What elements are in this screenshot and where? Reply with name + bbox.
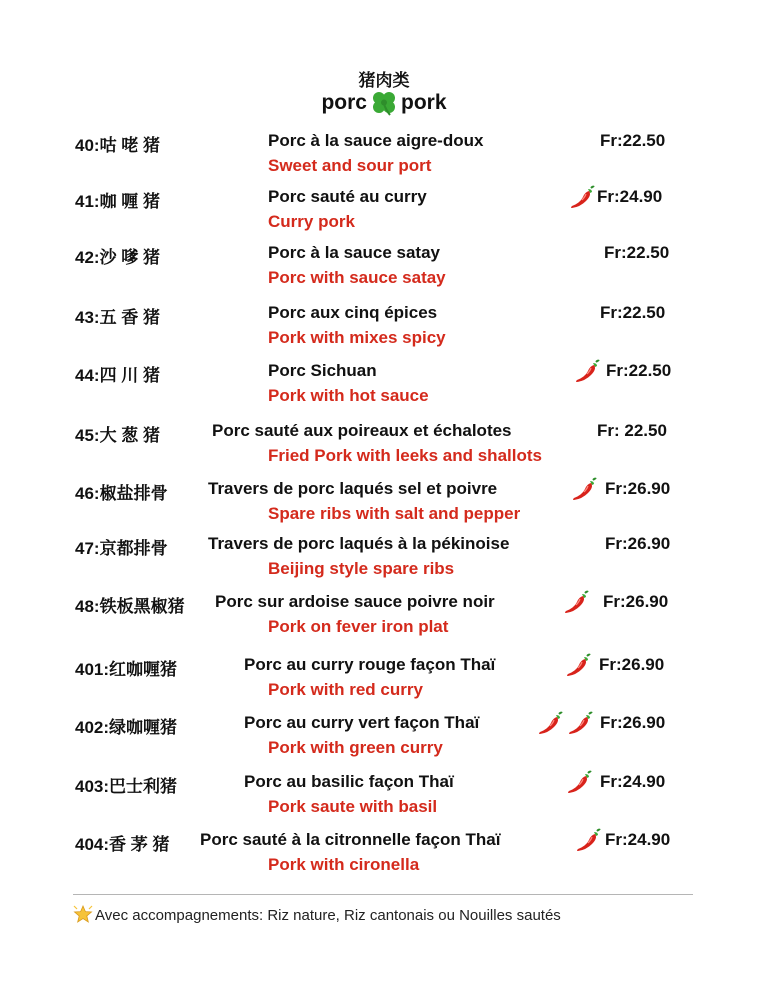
chili-pepper-icon	[575, 828, 601, 852]
item-name-english: Pork with cironella	[268, 855, 420, 874]
item-code: 404:香 茅 猪	[75, 835, 170, 854]
item-code: 45:大 葱 猪	[75, 426, 161, 445]
item-name-french: Porc à la sauce satay	[268, 243, 441, 262]
item-code: 40:咕 咾 猪	[75, 136, 161, 155]
item-name-english: Sweet and sour port	[268, 156, 432, 175]
item-name-french: Porc Sichuan	[268, 361, 377, 380]
item-code: 43:五 香 猪	[75, 308, 161, 327]
item-price: Fr:24.90	[597, 187, 663, 206]
menu-item	[0, 772, 768, 832]
category-title	[0, 90, 768, 116]
item-name-english: Pork with hot sauce	[268, 386, 429, 405]
item-code: 41:咖 喱 猪	[75, 192, 161, 211]
chili-pepper-icon	[574, 359, 600, 383]
item-code: 403:巴士利猪	[75, 777, 178, 796]
item-name-french: Porc au basilic façon Thaï	[244, 772, 454, 791]
item-name-french: Porc sauté à la citronnelle façon Thaï	[200, 830, 501, 849]
footer-divider	[73, 894, 693, 895]
menu-item	[0, 655, 768, 715]
item-price: Fr:26.90	[603, 592, 669, 611]
item-name-french: Travers de porc laqués sel et poivre	[208, 479, 498, 498]
item-name-english: Fried Pork with leeks and shallots	[268, 446, 542, 465]
item-code: 47:京都排骨	[75, 539, 168, 558]
menu-item	[0, 131, 768, 191]
item-code: 402:绿咖喱猪	[75, 718, 178, 737]
item-price: Fr:24.90	[600, 772, 666, 791]
menu-item	[0, 830, 768, 890]
item-name-french: Porc à la sauce aigre-doux	[268, 131, 484, 150]
item-price: Fr:22.50	[606, 361, 672, 380]
footer-text: Avec accompagnements: Riz nature, Riz cantonais ou Nouilles sautés	[95, 907, 561, 924]
item-name-french: Porc au curry vert façon Thaï	[244, 713, 480, 732]
menu-item	[0, 421, 768, 481]
item-price: Fr:26.90	[600, 713, 666, 732]
four-leaf-clover-icon	[369, 90, 399, 116]
item-name-english: Beijing style spare ribs	[268, 559, 455, 578]
item-name-english: Pork saute with basil	[268, 797, 438, 816]
item-code: 48:铁板黑椒猪	[75, 597, 185, 616]
menu-item	[0, 303, 768, 363]
chili-pepper-icon	[565, 653, 591, 677]
menu-item	[0, 243, 768, 303]
menu-item	[0, 187, 768, 247]
sparkle-star-icon	[73, 905, 93, 923]
item-price: Fr:26.90	[605, 479, 671, 498]
item-code: 42:沙 嗲 猪	[75, 248, 161, 267]
item-name-french: Travers de porc laqués à la pékinoise	[208, 534, 510, 553]
chili-pepper-icon	[567, 711, 593, 735]
item-price: Fr:22.50	[604, 243, 670, 262]
item-code: 46:椒盐排骨	[75, 484, 168, 503]
chili-pepper-icon	[537, 711, 563, 735]
menu-item	[0, 534, 768, 594]
chili-pepper-icon	[563, 590, 589, 614]
category-title-chinese: 猪肉类	[358, 71, 410, 90]
menu-item	[0, 479, 768, 539]
item-name-english: Spare ribs with salt and pepper	[268, 504, 521, 523]
item-name-french: Porc sauté au curry	[268, 187, 427, 206]
item-price: Fr:22.50	[600, 131, 666, 150]
item-name-french: Porc aux cinq épices	[268, 303, 438, 322]
item-name-english: Porc with sauce satay	[268, 268, 446, 287]
item-name-french: Porc sauté aux poireaux et échalotes	[212, 421, 512, 440]
menu-item	[0, 592, 768, 652]
category-title-english: pork	[401, 91, 447, 114]
menu-item	[0, 361, 768, 421]
item-code: 44:四 川 猪	[75, 366, 161, 385]
item-code: 401:红咖喱猪	[75, 660, 178, 679]
item-price: Fr:22.50	[600, 303, 666, 322]
item-price: Fr:24.90	[605, 830, 671, 849]
chili-pepper-icon	[571, 477, 597, 501]
menu-item	[0, 713, 768, 773]
item-name-english: Pork with green curry	[268, 738, 443, 757]
item-price: Fr: 22.50	[597, 421, 667, 440]
item-name-english: Pork on fever iron plat	[268, 617, 449, 636]
chili-pepper-icon	[566, 770, 592, 794]
item-name-french: Porc sur ardoise sauce poivre noir	[215, 592, 495, 611]
item-price: Fr:26.90	[599, 655, 665, 674]
chili-pepper-icon	[569, 185, 595, 209]
item-price: Fr:26.90	[605, 534, 671, 553]
item-name-english: Pork with red curry	[268, 680, 423, 699]
category-title-french: porc	[321, 91, 367, 114]
item-name-french: Porc au curry rouge façon Thaï	[244, 655, 496, 674]
item-name-english: Pork with mixes spicy	[268, 328, 446, 347]
footer-note	[73, 905, 561, 924]
item-name-english: Curry pork	[268, 212, 355, 231]
